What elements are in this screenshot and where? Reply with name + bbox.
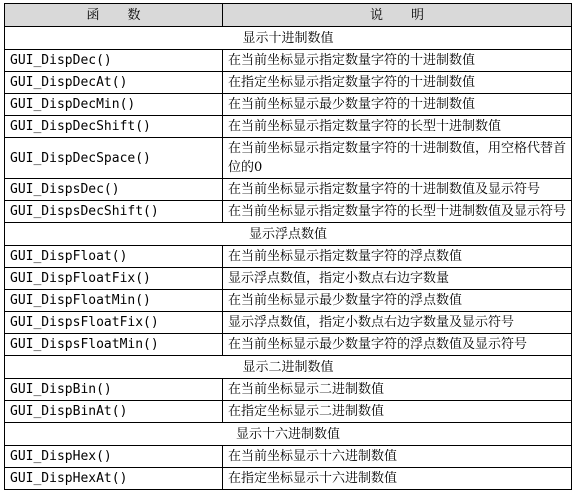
function-name: GUI_DispHex(): [5, 446, 223, 468]
function-description: 在当前坐标显示最少数量字符的浮点数值: [223, 290, 572, 312]
function-description: 显示浮点数值，指定小数点右边字数量及显示符号: [223, 312, 572, 334]
table-row: [5, 246, 572, 268]
function-name: GUI_DispHexAt(): [5, 468, 223, 490]
section-title: 显示二进制数值: [5, 356, 572, 379]
function-name: GUI_DispFloatMin(): [5, 290, 223, 312]
function-name: GUI_DispDecAt(): [5, 72, 223, 94]
function-table: [4, 3, 572, 490]
table-row: [5, 72, 572, 94]
function-description: 在当前坐标显示十六进制数值: [223, 446, 572, 468]
function-name: GUI_DispsDec(): [5, 179, 223, 201]
function-name: GUI_DispsFloatMin(): [5, 334, 223, 356]
table-row: [5, 312, 572, 334]
table-body: [5, 27, 572, 490]
function-name: GUI_DispsFloatFix(): [5, 312, 223, 334]
function-name: GUI_DispsDecShift(): [5, 201, 223, 223]
table-row: [5, 379, 572, 401]
function-name: GUI_DispFloat(): [5, 246, 223, 268]
function-description: 在指定坐标显示指定数量字符的十进制数值: [223, 72, 572, 94]
function-description: 在当前坐标显示指定数量字符的浮点数值: [223, 246, 572, 268]
function-description: 在当前坐标显示指定数量字符的十进制数值: [223, 50, 572, 72]
table-row: [5, 179, 572, 201]
section-header-row: [5, 423, 572, 446]
section-header-row: [5, 223, 572, 246]
section-header-row: [5, 356, 572, 379]
table-row: [5, 50, 572, 72]
table-row: [5, 138, 572, 179]
function-description: 在当前坐标显示指定数量字符的长型十进制数值及显示符号: [223, 201, 572, 223]
table-row: [5, 401, 572, 423]
table-row: [5, 94, 572, 116]
function-description: 显示浮点数值，指定小数点右边字数量: [223, 268, 572, 290]
function-description: 在当前坐标显示指定数量字符的十进制数值，用空格代替首位的0: [223, 138, 572, 179]
function-description: 在当前坐标显示指定数量字符的长型十进制数值: [223, 116, 572, 138]
table-header-row: [5, 4, 572, 27]
table-row: [5, 468, 572, 490]
function-description: 在指定坐标显示二进制数值: [223, 401, 572, 423]
table-row: [5, 268, 572, 290]
function-name: GUI_DispDecSpace(): [5, 138, 223, 179]
header-description: 说明: [223, 4, 572, 27]
function-name: GUI_DispDec(): [5, 50, 223, 72]
function-name: GUI_DispBin(): [5, 379, 223, 401]
function-name: GUI_DispFloatFix(): [5, 268, 223, 290]
table-row: [5, 446, 572, 468]
function-description: 在当前坐标显示指定数量字符的十进制数值及显示符号: [223, 179, 572, 201]
header-function: 函数: [5, 4, 223, 27]
section-title: 显示浮点数值: [5, 223, 572, 246]
table-row: [5, 116, 572, 138]
function-description: 在当前坐标显示二进制数值: [223, 379, 572, 401]
function-name: GUI_DispDecShift(): [5, 116, 223, 138]
table-row: [5, 290, 572, 312]
table-row: [5, 334, 572, 356]
table-row: [5, 201, 572, 223]
section-title: 显示十进制数值: [5, 27, 572, 50]
section-header-row: [5, 27, 572, 50]
function-description: 在指定坐标显示十六进制数值: [223, 468, 572, 490]
function-description: 在当前坐标显示最少数量字符的浮点数值及显示符号: [223, 334, 572, 356]
function-name: GUI_DispBinAt(): [5, 401, 223, 423]
section-title: 显示十六进制数值: [5, 423, 572, 446]
function-description: 在当前坐标显示最少数量字符的十进制数值: [223, 94, 572, 116]
function-name: GUI_DispDecMin(): [5, 94, 223, 116]
